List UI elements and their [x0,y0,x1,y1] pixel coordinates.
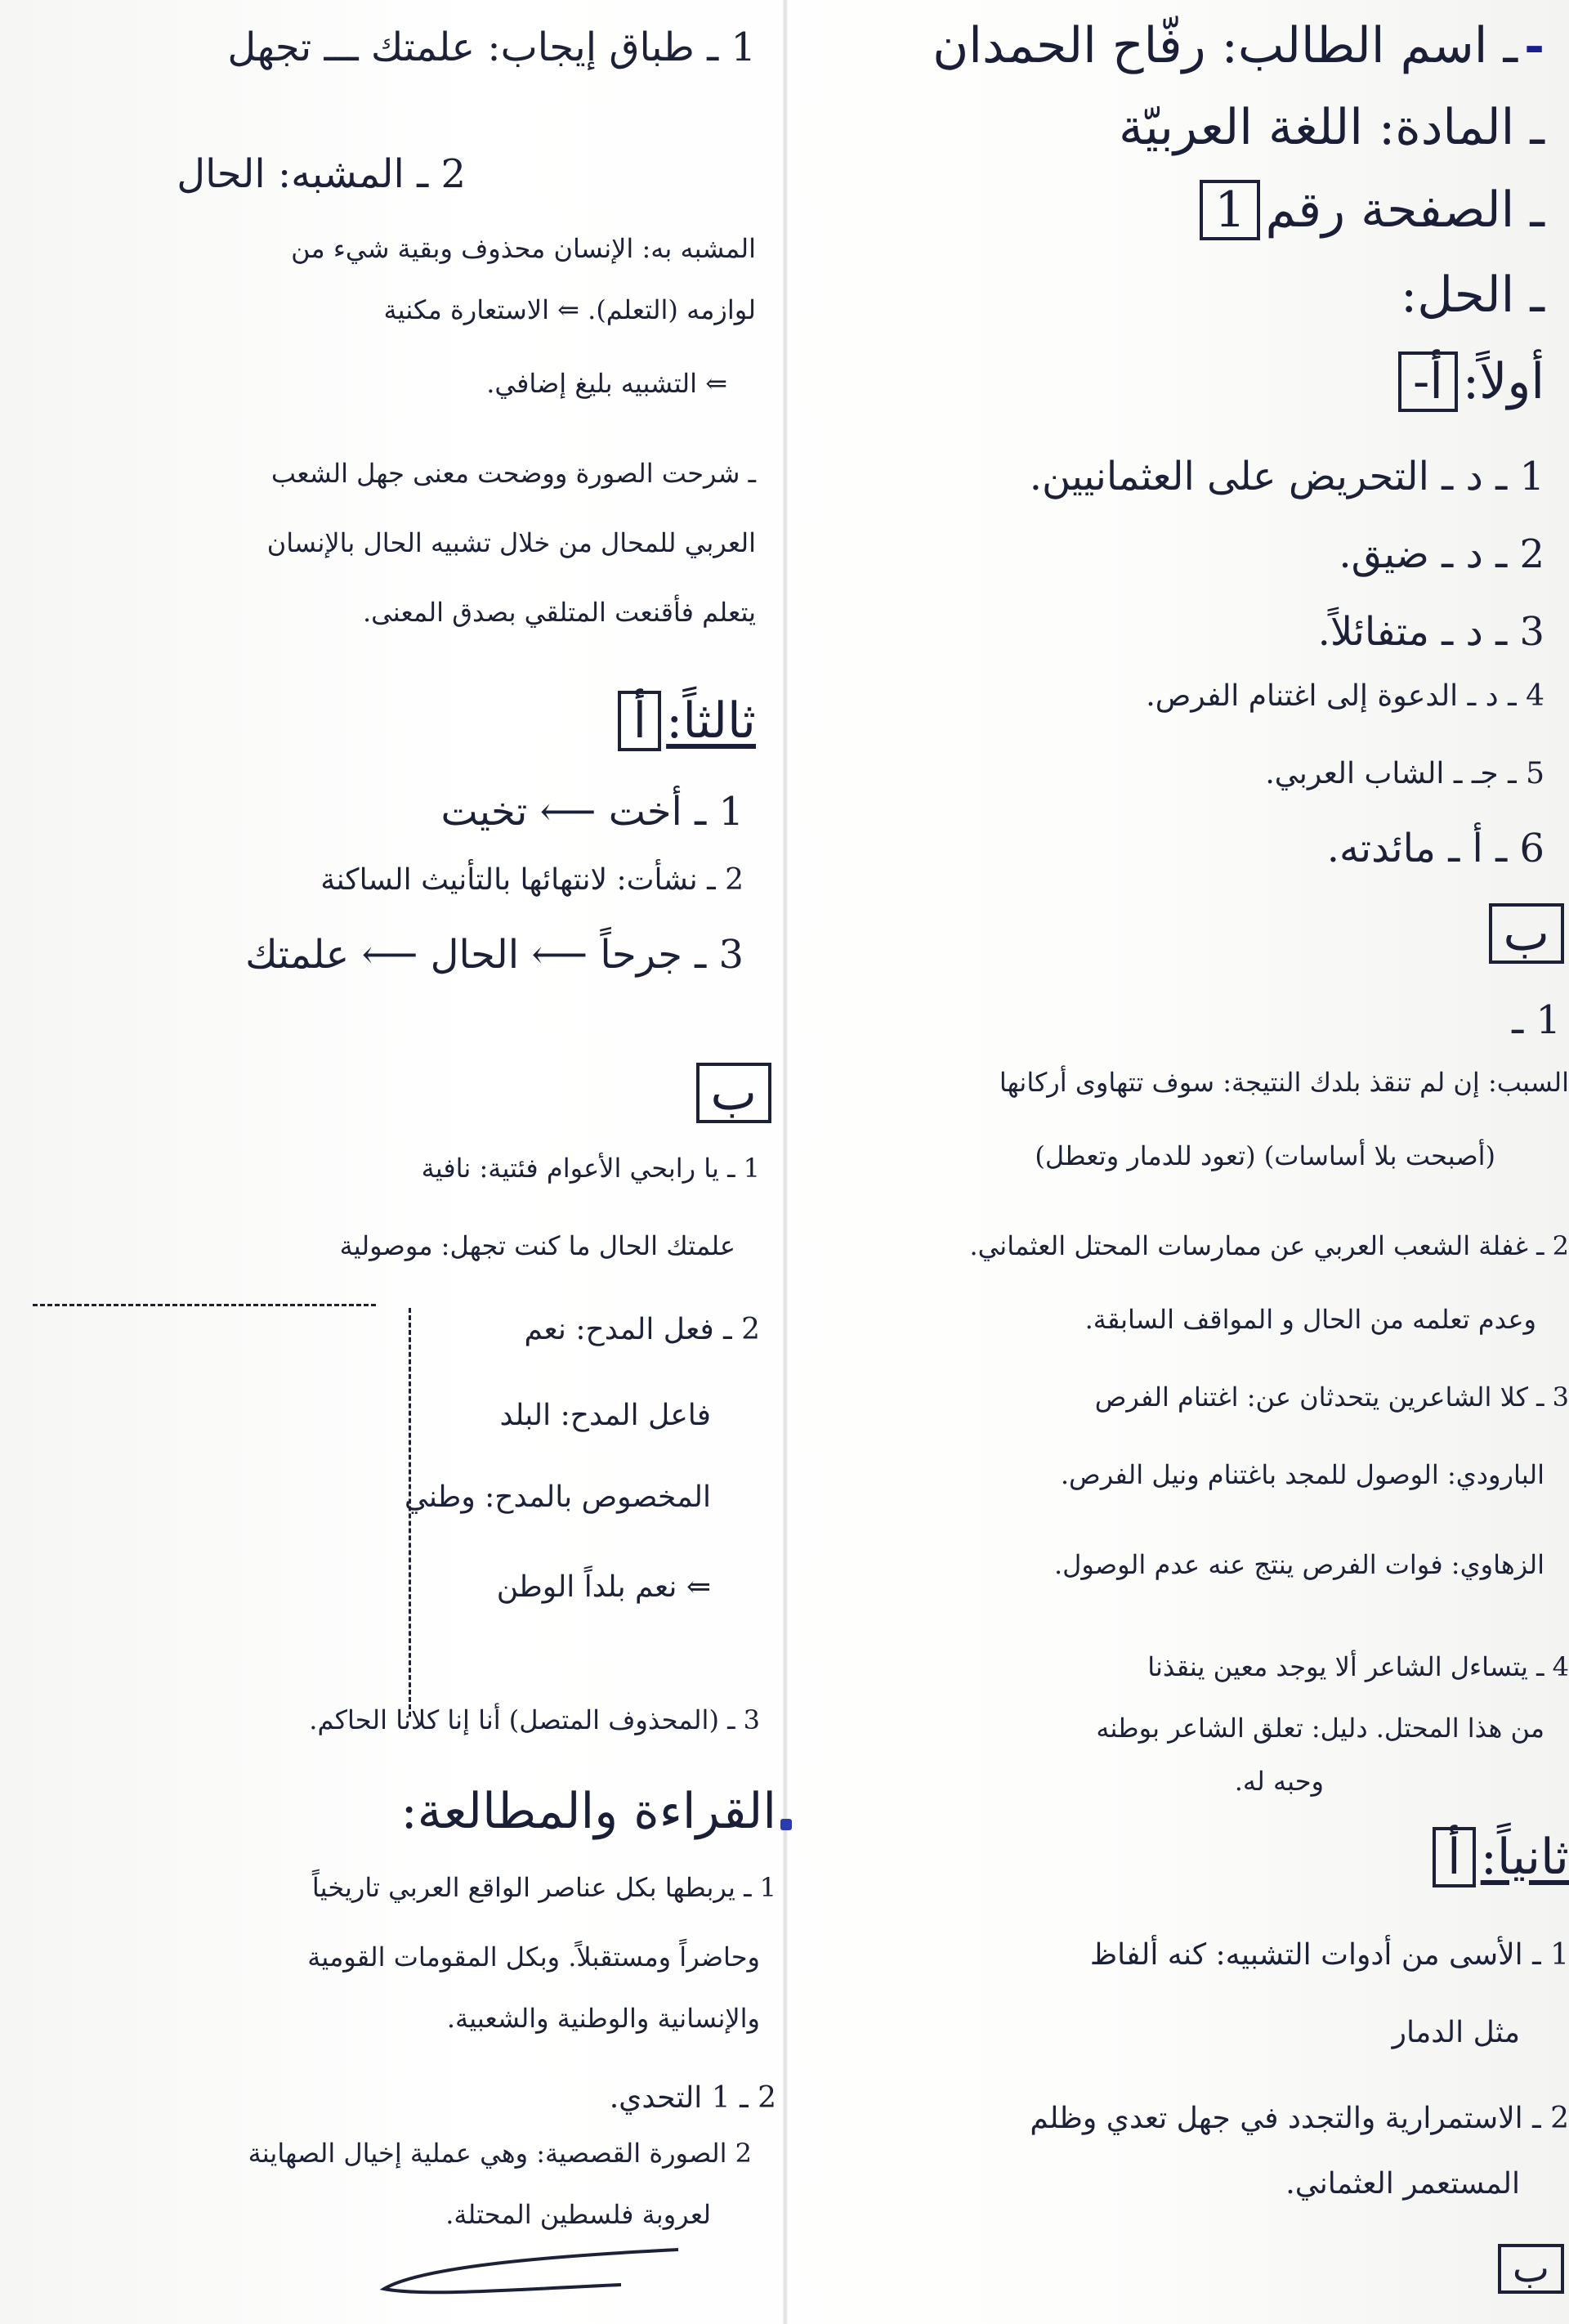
third-section-box: أ [618,691,661,751]
dashed-divider [33,1304,376,1306]
reading-item-1-line-2: وحاضراً ومستقبلاً. وبكل المقومات القومية [307,1941,760,1972]
left-column [0,0,776,2324]
subject-line: ـ المادة: اللغة العربيّة [1119,99,1544,156]
left-b-item-2-line-2: فاعل المدح: البلد [499,1399,711,1432]
reading-item-1-line-1: 1 ـ يربطها بكل عناصر الواقع العربي تاريخياً [311,1872,776,1903]
ink-dot [780,1819,792,1830]
left-item-2-line-4: ـ شرحت الصورة ووضحت معنى جهل الشعب [270,458,756,489]
student-name: -ـ اسم الطالب: رفّاح الحمدان [932,17,1544,74]
dashed-bracket [360,1308,411,1717]
reading-section-title: القراءة والمطالعة: [400,1783,776,1840]
left-item-2-line-6: يتعلم فأقنعت المتلقي بصدق المعنى. [362,597,756,628]
left-b-item-2-line-1: 2 ـ فعل المدح: نعم [524,1313,760,1346]
third-item-3: 3 ـ جرحاً ⟵ الحال ⟵ علمتك [245,932,744,978]
left-b-box: ب [691,1063,776,1123]
first-answer-3: 3 ـ د ـ متفائلاً. [1317,609,1544,655]
b-item-3-line-2: البارودي: الوصول للمجد باغتنام ونيل الفرص. [1060,1459,1544,1490]
left-b-item-2-line-4: ⇐ نعم بلداً الوطن [496,1570,711,1604]
end-sweep-stroke [376,2240,686,2305]
first-answer-6: 6 ـ أ ـ مائدته. [1326,826,1544,871]
b-item-1-line-1: السبب: إن لم تنقذ بلدك النتيجة: سوف تتهاوى أركانها [999,1067,1569,1098]
reading-item-2-line-3: لعروبة فلسطين المحتلة. [445,2199,711,2230]
second-item-2-line-2: المستعمر العثماني. [1285,2167,1520,2201]
second-b-box: ب [1493,2244,1569,2294]
b-item-4-line-2: من هذا المحتل. دليل: تعلق الشاعر بوطنه [1096,1713,1544,1744]
b-item-1-number: 1 ـ [1512,997,1561,1043]
left-b-item-1-line-1: 1 ـ يا رابحي الأعوام فئتية: نافية [421,1153,760,1184]
b-item-3-line-1: 3 ـ كلا الشاعرين يتحدثان عن: اغتنام الفرص [1094,1381,1569,1413]
b-item-4-line-3: وحبه له. [1234,1766,1324,1797]
first-answer-2: 2 ـ د ـ ضيق. [1339,531,1544,577]
reading-item-2-line-1: 2 ـ 1 التحدي. [609,2081,776,2115]
left-b-item-3: 3 ـ (المحذوف المتصل) أنا إنا كلانا الحاكم. [309,1704,760,1735]
left-item-2-line-1: المشبه به: الإنسان محذوف وبقية شيء من [291,233,756,264]
left-item-2-line-2: لوازمه (التعلم). ⇐ الاستعارة مكنية [383,294,756,325]
b-item-2-line-1: 2 ـ غفلة الشعب العربي عن ممارسات المحتل العثماني. [969,1230,1569,1261]
reading-item-1-line-3: والإنسانية والوطنية والشعبية. [446,2003,760,2034]
right-column [805,0,1569,2324]
second-section-box: أ [1433,1827,1476,1887]
second-item-1-line-2: مثل الدمار [1392,2016,1520,2049]
reading-item-2-line-2: 2 الصورة القصصية: وهي عملية إخيال الصهاينة [248,2138,752,2169]
b-item-2-line-2: وعدم تعلمه من الحال و المواقف السابقة. [1084,1304,1536,1335]
first-answer-5: 5 ـ جـ ـ الشاب العربي. [1265,757,1544,790]
left-item-2-line-5: العربي للمحال من خلال تشبيه الحال بالإنسان [266,527,756,558]
second-section-label: ثانياً:أ [1428,1827,1569,1887]
left-item-2-line-3: ⇐ التشبيه بليغ إضافي. [486,368,727,399]
b-item-4-line-1: 4 ـ يتساءل الشاعر ألا يوجد معين ينقذنا [1147,1651,1569,1682]
third-item-1: 1 ـ أخت ⟵ تخيت [440,789,744,835]
b-item-3-line-3: الزهاوي: فوات الفرص ينتج عنه عدم الوصول. [1053,1549,1544,1580]
solution-label: ـ الحل: [1401,266,1544,324]
second-item-2-line-1: 2 ـ الاستمرارية والتجدد في جهل تعدي وظلم [1030,2102,1569,2135]
third-section-label: ثالثاً:أ [613,691,756,751]
second-item-1-line-1: 1 ـ الأسى من أدوات التشبيه: كنه ألفاظ [1089,1938,1569,1972]
page-fold [783,0,788,2324]
first-answer-4: 4 ـ د ـ الدعوة إلى اغتنام الفرص. [1146,679,1544,713]
left-b-item-2-line-3: المخصوص بالمدح: وطني [404,1480,711,1514]
third-item-2: 2 ـ نشأت: لانتهائها بالتأنيث الساكنة [320,863,744,897]
b-item-1-line-2: (أصبحت بلا أساسات) (تعود للدمار وتعطل) [1035,1140,1495,1171]
first-section-label: أولاً:أ- [1393,352,1544,412]
left-item-2-title: 2 ـ المشبه: الحال [177,151,466,197]
first-answer-1: 1 ـ د ـ التحريض على العثمانيين. [1029,454,1544,499]
left-item-1: 1 ـ طباق إيجاب: علمتك ـــ تجهل [227,25,756,70]
b-section-box-right: ب [1484,903,1569,964]
page-number-box: 1 [1200,180,1260,240]
first-section-box: أ- [1398,352,1458,412]
page-number-line: ـ الصفحة رقم1 [1195,180,1544,240]
left-b-item-1-line-2: علمتك الحال ما كنت تجهل: موصولية [339,1230,735,1261]
